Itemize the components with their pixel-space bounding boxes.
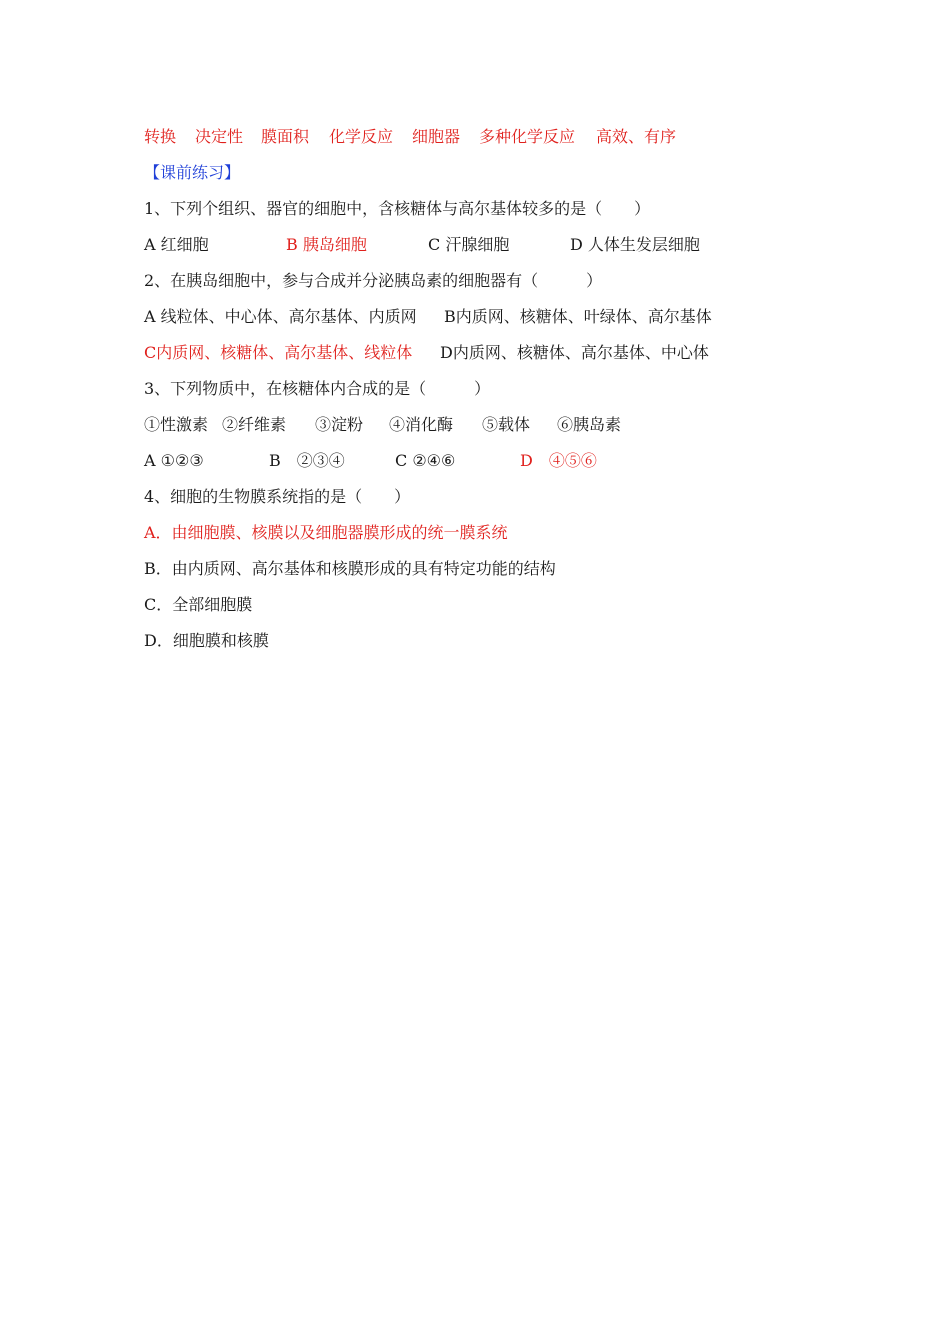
answer-keyword: 化学反应 xyxy=(329,127,394,146)
option-a: A 线粒体、中心体、高尔基体、内质网 xyxy=(144,307,417,326)
substance-item: ⑥胰岛素 xyxy=(557,415,622,434)
option-b: B内质网、核糖体、叶绿体、高尔基体 xyxy=(444,307,712,326)
answer-keyword: 决定性 xyxy=(195,127,244,146)
question-2-stem: 2、在胰岛细胞中，参与合成并分泌胰岛素的细胞器有（ ） xyxy=(144,271,603,290)
answer-keyword: 高效、有序 xyxy=(596,127,677,146)
question-4-stem: 4、细胞的生物膜系统指的是（ ） xyxy=(144,487,411,506)
answer-keyword: 膜面积 xyxy=(261,127,310,146)
option-b: B ②③④ xyxy=(269,451,345,470)
option-c: C ②④⑥ xyxy=(395,451,456,470)
option-d: D内质网、核糖体、高尔基体、中心体 xyxy=(440,343,709,362)
substance-item: ②纤维素 xyxy=(222,415,287,434)
section-heading: 【课前练习】 xyxy=(144,163,241,182)
substance-item: ①性激素 xyxy=(144,415,209,434)
question-1-stem: 1、下列个组织、器官的细胞中，含核糖体与高尔基体较多的是（ ） xyxy=(144,199,651,218)
option-d: D 人体生发层细胞 xyxy=(570,235,700,254)
answer-keyword: 多种化学反应 xyxy=(479,127,576,146)
option-b: B．由内质网、高尔基体和核膜形成的具有特定功能的结构 xyxy=(144,559,556,578)
option-c: C 汗腺细胞 xyxy=(428,235,510,254)
option-d-answer: D ④⑤⑥ xyxy=(520,451,597,470)
answer-keyword: 细胞器 xyxy=(412,127,461,146)
option-a: A ①②③ xyxy=(144,451,204,470)
substance-item: ④消化酶 xyxy=(389,415,454,434)
option-c-answer: C内质网、核糖体、高尔基体、线粒体 xyxy=(144,343,413,362)
option-c: C．全部细胞膜 xyxy=(144,595,253,614)
substance-item: ③淀粉 xyxy=(315,415,364,434)
option-a: A 红细胞 xyxy=(144,235,209,254)
substance-item: ⑤载体 xyxy=(482,415,531,434)
option-a-answer: A．由细胞膜、核膜以及细胞器膜形成的统一膜系统 xyxy=(144,523,508,542)
option-d: D．细胞膜和核膜 xyxy=(144,631,269,650)
option-b-answer: B 胰岛细胞 xyxy=(286,235,367,254)
question-3-stem: 3、下列物质中，在核糖体内合成的是（ ） xyxy=(144,379,491,398)
answer-keyword: 转换 xyxy=(144,127,177,146)
